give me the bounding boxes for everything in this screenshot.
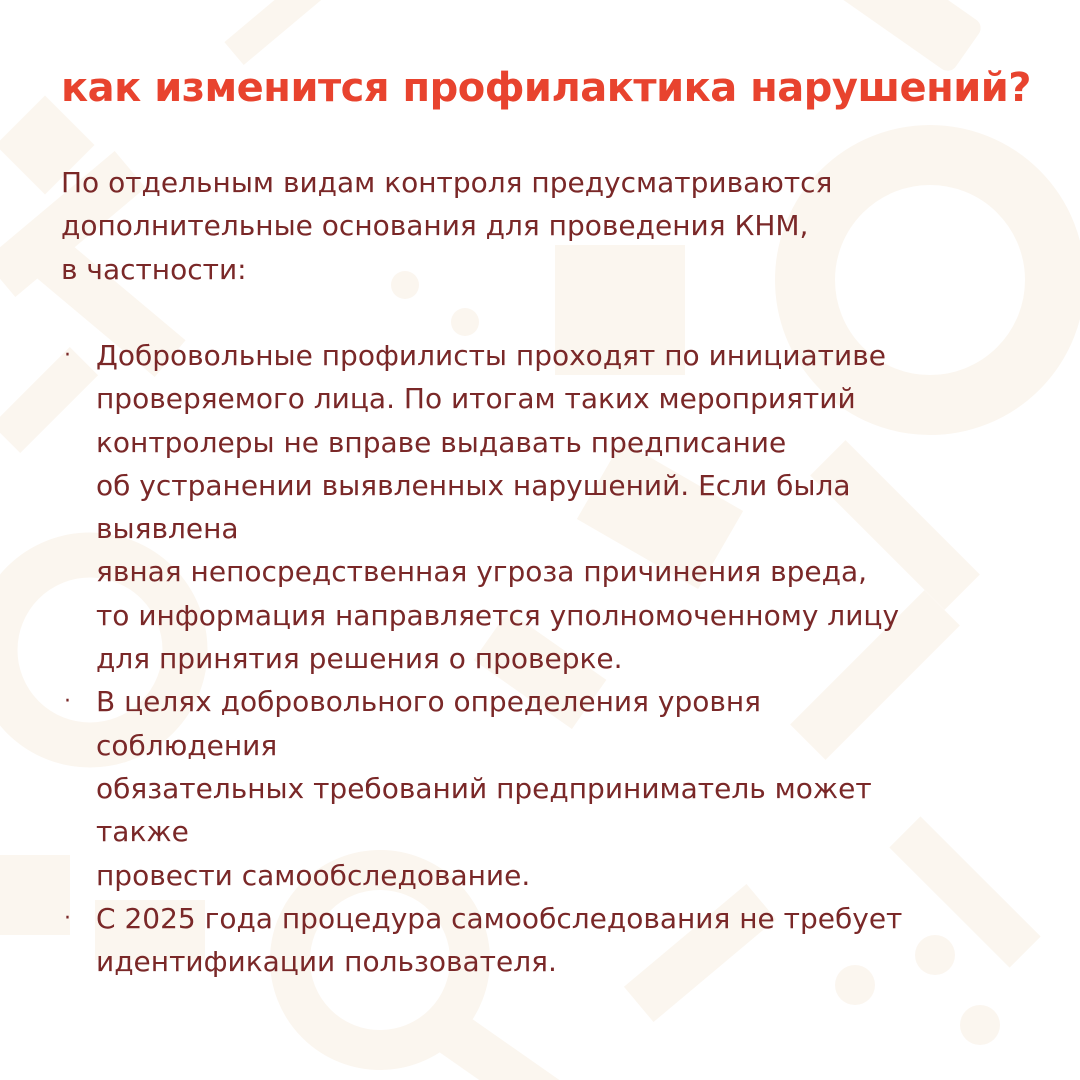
bullet-line: об устранении выявленных нарушений. Если была bbox=[96, 468, 851, 502]
decor-bar-bottom-right bbox=[889, 816, 1040, 967]
bullet-line: для принятия решения о проверке. bbox=[96, 642, 623, 676]
bullet-item bbox=[61, 897, 902, 984]
bullet-line: идентификации пользователя. bbox=[96, 945, 557, 979]
bullet-list bbox=[61, 334, 902, 983]
bullet-item bbox=[61, 680, 902, 896]
bullet-dot-icon: · bbox=[64, 689, 71, 715]
bullet-line: соблюдения bbox=[96, 728, 278, 762]
intro-paragraph bbox=[61, 161, 832, 291]
bullet-line: также bbox=[96, 815, 189, 849]
intro-line: в частности: bbox=[61, 252, 247, 286]
bullet-dot-icon: · bbox=[64, 343, 71, 368]
bullet-line: то информация направляется уполномоченному лицу bbox=[96, 598, 900, 632]
bullet-line: С 2025 года процедура самообследования не требует bbox=[96, 901, 903, 935]
intro-line: По отдельным видам контроля предусматриваются bbox=[61, 166, 833, 199]
bullet-line: проверяемого лица. По итогам таких мероприятий bbox=[96, 382, 856, 416]
slide-title: как изменится профилактика нарушений? bbox=[61, 65, 1031, 111]
bullet-line: В целях добровольного определения уровня bbox=[96, 685, 761, 719]
bullet-line: обязательных требований предприниматель может bbox=[96, 771, 872, 805]
bullet-line: Добровольные профилисты проходят по инициативе bbox=[96, 339, 886, 372]
decor-dot-d bbox=[915, 935, 955, 975]
decor-dot-e bbox=[960, 1005, 1000, 1045]
decor-square-bottom-left bbox=[0, 855, 70, 935]
bullet-line: провести самообследование. bbox=[96, 858, 531, 892]
bullet-line: контролеры не вправе выдавать предписание bbox=[96, 425, 787, 459]
bullet-line: явная непосредственная угроза причинения вреда, bbox=[96, 555, 868, 589]
decor-dot-b bbox=[451, 308, 479, 336]
bullet-line: выявлена bbox=[96, 512, 239, 546]
decor-chevron-bottom-b bbox=[420, 1001, 569, 1080]
decor-bar-top bbox=[224, 0, 335, 65]
bullet-dot-icon: · bbox=[64, 905, 71, 931]
bullet-item bbox=[61, 334, 902, 680]
intro-line: дополнительные основания для проведения КНМ, bbox=[61, 209, 809, 243]
